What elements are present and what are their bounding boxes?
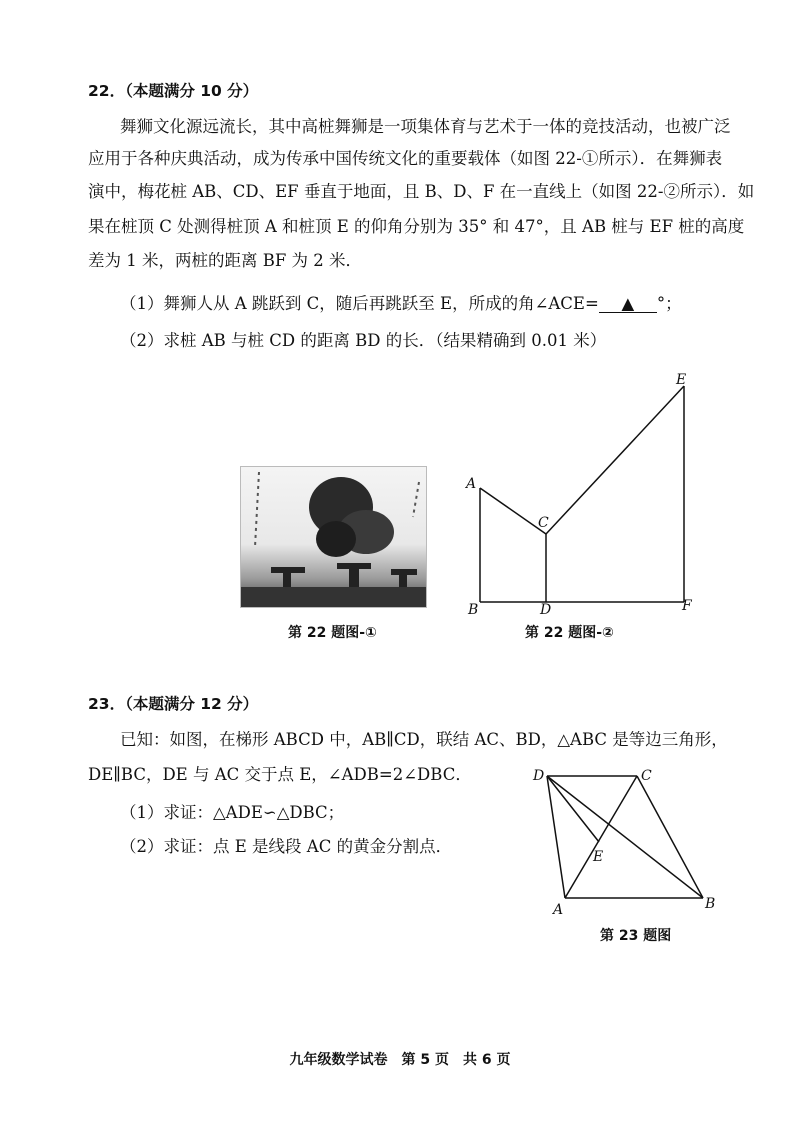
fig22-2-diagram — [460, 370, 700, 620]
q22-part-1 — [120, 293, 682, 315]
q23-title: 23．（本题满分 12 分） — [88, 695, 259, 713]
q22-part-1-suffix: °； — [656, 294, 682, 313]
label-a: A — [553, 902, 564, 918]
label-a: A — [466, 476, 477, 492]
segment-ac — [480, 488, 546, 534]
q22-text-line-1: 舞狮文化源远流长，其中高桩舞狮是一项集体育与艺术于一体的竞技活动，也被广泛 — [120, 117, 731, 136]
q23-part-1: （1）求证：△ADE∽△DBC； — [120, 803, 345, 822]
label-c: C — [538, 515, 549, 531]
fig23-diagram — [525, 760, 725, 920]
q22-text-line-2: 应用于各种庆典活动，成为传承中国传统文化的重要载体（如图 22-①所示）．在舞狮表 — [88, 149, 723, 168]
label-b: B — [468, 602, 479, 618]
q23-text-line-2: DE∥BC，DE 与 AC 交于点 E，∠ADB=2∠DBC． — [88, 765, 472, 784]
q23-text-line-1: 已知：如图，在梯形 ABCD 中，AB∥CD，联结 AC、BD，△ABC 是等边三角形， — [120, 730, 728, 749]
segment-db — [547, 776, 703, 898]
label-f: F — [682, 598, 692, 614]
q22-text-line-5: 差为 1 米，两桩的距离 BF 为 2 米． — [88, 251, 363, 270]
lion-dance-photo — [240, 466, 427, 608]
segment-cb — [637, 776, 703, 898]
page-footer: 九年级数学试卷 第 5 页 共 6 页 — [289, 1052, 511, 1068]
q22-part-2: （2）求桩 AB 与桩 CD 的距离 BD 的长．（结果精确到 0.01 米） — [120, 331, 607, 350]
label-b: B — [705, 896, 716, 912]
label-c: C — [641, 768, 652, 784]
fig23-caption: 第 23 题图 — [600, 928, 672, 944]
q22-part-1-prefix: （1）舞狮人从 A 跳跃到 C，随后再跳跃至 E，所成的角∠ACE= — [120, 294, 599, 313]
fig22-2-caption: 第 22 题图-② — [525, 625, 614, 641]
label-e: E — [676, 372, 687, 388]
label-d: D — [540, 602, 552, 618]
q22-text-line-4: 果在桩顶 C 处测得桩顶 A 和桩顶 E 的仰角分别为 35° 和 47°，且 AB 桩与 EF 桩的高度 — [88, 217, 745, 236]
q23-part-2: （2）求证：点 E 是线段 AC 的黄金分割点． — [120, 837, 453, 856]
label-e: E — [593, 849, 604, 865]
segment-ce — [546, 386, 684, 534]
fig22-1-caption: 第 22 题图-① — [288, 625, 377, 641]
label-d: D — [533, 768, 545, 784]
answer-blank: ▲ — [599, 296, 657, 313]
lion-dance-photo-drawing — [241, 467, 426, 607]
q22-text-line-3: 演中，梅花桩 AB、CD、EF 垂直于地面，且 B、D、F 在一直线上（如图 22-②所示）．如 — [88, 182, 755, 201]
q22-title: 22．（本题满分 10 分） — [88, 82, 259, 100]
